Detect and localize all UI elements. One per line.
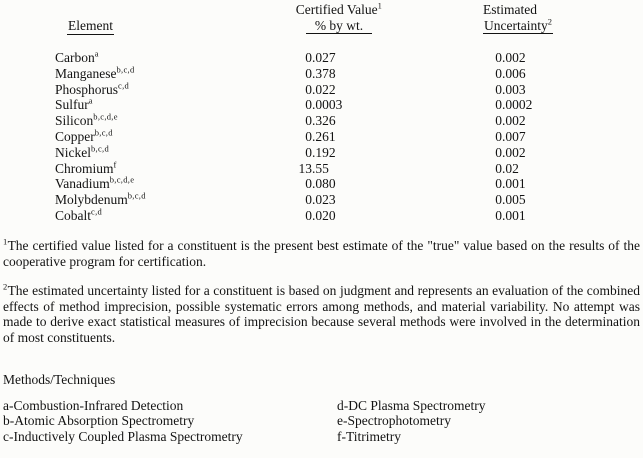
uncertainty-cell: 0 .003	[495, 81, 526, 97]
element-name: Sulfur	[55, 97, 89, 113]
method-item: a-Combustion-Infrared Detection	[3, 398, 184, 413]
table-row	[0, 82, 643, 98]
element-cell	[55, 161, 117, 177]
footnote-estimated-uncertainty	[3, 283, 640, 345]
element-method-superscript: b,c,d,e	[93, 111, 118, 122]
element-name: Cobalt	[55, 207, 91, 223]
element-cell	[55, 176, 134, 192]
methods-list-left	[3, 398, 243, 444]
uncertainty-cell: 0 .005	[495, 192, 526, 208]
element-name: Vanadium	[55, 176, 110, 192]
element-method-superscript: c,d	[118, 80, 130, 91]
table-row	[0, 176, 643, 192]
uncertainty-cell: 0 .0002	[495, 97, 533, 113]
certified-value-cell: 0 .261	[305, 128, 336, 144]
table-row	[0, 50, 643, 66]
method-item: d-DC Plasma Spectrometry	[337, 398, 486, 413]
element-method-superscript: a	[94, 48, 99, 59]
method-item: e-Spectrophotometry	[337, 413, 451, 429]
certified-value-cell: 0 .023	[305, 192, 336, 208]
element-name: Chromium	[55, 160, 114, 176]
uncertainty-cell: 0 .002	[495, 144, 526, 160]
certified-value-cell: 0 .192	[305, 144, 336, 160]
certified-value-cell: 0 .080	[305, 176, 336, 192]
uncertainty-cell: 0 .002	[495, 50, 526, 65]
element-header-label: Element	[68, 18, 113, 33]
element-name: Silicon	[55, 113, 94, 129]
element-name: Molybdenum	[55, 192, 128, 208]
element-method-superscript: b,c,d,e	[109, 174, 135, 185]
method-item: b-Atomic Absorption Spectrometry	[3, 413, 195, 429]
footnote1-ref: 1	[3, 236, 8, 247]
element-name: Nickel	[55, 144, 91, 160]
table-row	[0, 208, 643, 224]
uncertainty-cell: 0 .002	[495, 113, 526, 129]
element-name: Phosphorus	[55, 81, 119, 97]
table-row	[0, 161, 643, 177]
element-method-superscript: b,c,d	[91, 143, 110, 154]
element-method-superscript: b,c,d	[116, 64, 135, 75]
certified-value-header-line2: % by wt.	[306, 18, 372, 35]
footnote1-marker: 1	[377, 0, 383, 11]
element-method-superscript: c,d	[91, 206, 103, 217]
method-item: f-Titrimetry	[337, 428, 401, 444]
uncertainty-cell: 0 .001	[495, 176, 526, 192]
element-name: Manganese	[55, 65, 117, 81]
element-cell	[55, 50, 99, 66]
element-column-header	[67, 18, 114, 35]
element-method-superscript: b,c,d	[127, 190, 146, 201]
certified-value-cell: 0 .326	[305, 113, 336, 129]
methods-heading: Methods/Techniques	[3, 372, 116, 387]
footnote2-text: The estimated uncertainty listed for a constituent is based on judgment and represents an evaluation of the combined effects of method imprecision, possible systematic errors among methods, and material variability. No attempt was made to derive exact statistical measures of imprecision because several methods were involved in the determination of most constituents.	[3, 283, 640, 345]
uncertainty-cell: 0 .007	[495, 128, 526, 144]
methods-list-right	[337, 398, 485, 444]
element-cell	[55, 97, 93, 113]
method-item: c-Inductively Coupled Plasma Spectrometry	[3, 428, 243, 444]
element-method-superscript: f	[113, 159, 117, 170]
table-row	[0, 66, 643, 82]
certified-value-header-line1: Certified Value$^1$	[295, 0, 383, 17]
certified-value-cell: 0 .0003	[305, 97, 343, 113]
certified-value-cell: 13 .55	[298, 160, 329, 176]
footnote1-text: The certified value listed for a constituent is the present best estimate of the "true" value based on the results of the cooperative program for certification.	[3, 238, 640, 269]
element-cell	[55, 208, 102, 224]
uncertainty-header-line1: Estimated	[483, 2, 537, 17]
element-cell	[55, 145, 109, 161]
element-method-superscript: a	[88, 95, 93, 106]
certified-value-cell: 0 .020	[305, 207, 336, 223]
uncertainty-header-line2: Uncertainty$^2$	[484, 16, 553, 33]
uncertainty-cell: 0 .001	[495, 207, 526, 223]
certified-value-column-header	[286, 2, 392, 34]
footnote2-marker: 2	[547, 16, 553, 26]
element-name: Carbon	[55, 50, 95, 65]
element-name: Copper	[55, 128, 95, 144]
footnote2-ref: 2	[3, 281, 8, 292]
certified-value-cell: 0 .022	[305, 81, 336, 97]
footnote-certified-value	[3, 238, 640, 269]
certified-value-cell: 0 .027	[305, 50, 336, 65]
uncertainty-column-header	[483, 2, 553, 34]
element-table-body	[0, 50, 643, 224]
certified-value-cell: 0 .378	[305, 65, 336, 81]
element-method-superscript: b,c,d	[94, 127, 113, 138]
uncertainty-cell: 0 .006	[495, 65, 526, 81]
table-row	[0, 145, 643, 161]
uncertainty-cell: 0 .02	[495, 160, 519, 176]
